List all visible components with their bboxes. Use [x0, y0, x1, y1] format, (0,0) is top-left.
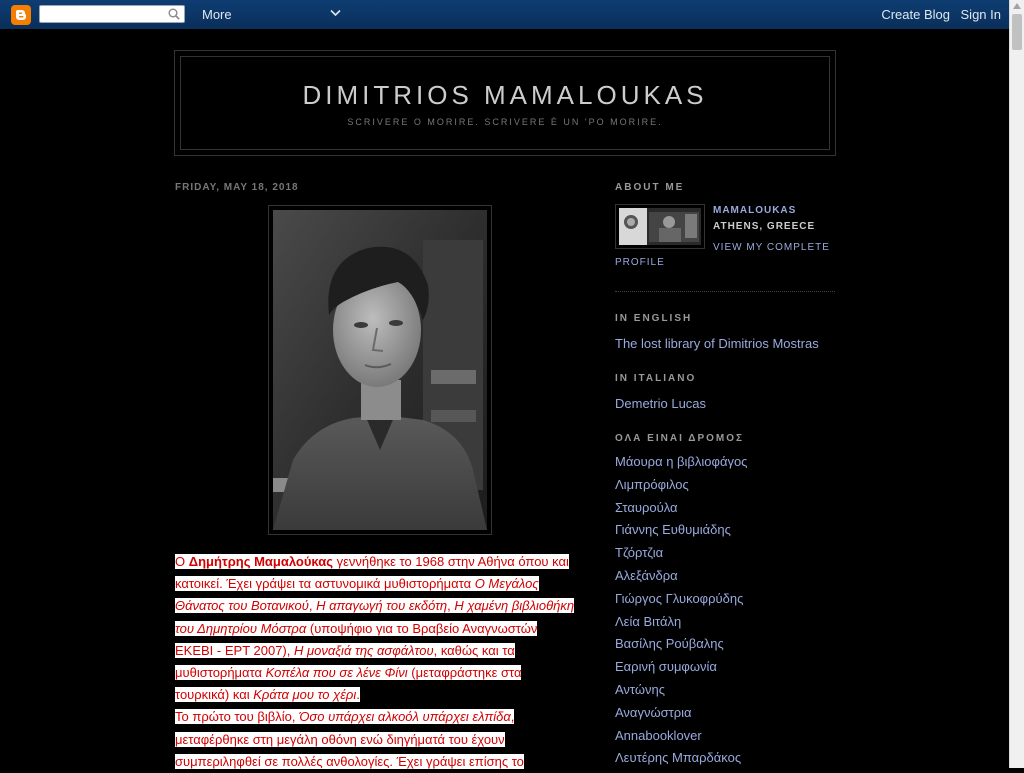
search-icon[interactable]: [168, 8, 180, 20]
sign-in-link[interactable]: Sign In: [960, 7, 1001, 22]
sidebar-link-english[interactable]: The lost library of Dimitrios Mostras: [615, 336, 819, 351]
profile-location: ATHENS, GREECE: [713, 221, 816, 232]
book-title: Κοπέλα που σε λένε Φίνι: [265, 665, 408, 681]
ola-einai-dromos-heading: ΟΛΑ ΕΙΝΑΙ ΔΡΟΜΟΣ: [615, 433, 745, 444]
blogroll-link[interactable]: Αλεξάνδρα: [615, 567, 678, 583]
post-text-highlight: [175, 709, 524, 768]
blogger-navbar: [0, 0, 1009, 29]
post-body: [175, 551, 577, 773]
book-title: Η απαγωγή του εκδότη: [316, 598, 448, 614]
book-title: Η χαμένη βιβλιοθήκη του Δημητρίου Μόστρα: [175, 598, 575, 636]
about-me-heading: ABOUT ME: [615, 182, 685, 193]
post-text: , μεταφέρθηκε στη μεγάλη οθόνη ενώ διηγήματά του έχουν συμπεριληφθεί σε πολλές ανθολογίες. Έχει γράψει επίσης το: [175, 709, 524, 769]
blogroll-link[interactable]: Βασίλης Ρούβαλης: [615, 636, 724, 652]
book-title: Κράτα μου το χέρι: [253, 687, 357, 703]
post-text: Το πρώτο του βιβλίο,: [175, 709, 300, 725]
blogroll-link[interactable]: Τζόρτζια: [615, 545, 664, 561]
post-date: FRIDAY, MAY 18, 2018: [175, 182, 299, 193]
blogroll-link[interactable]: Λευτέρης Μπαρδάκος: [615, 750, 742, 766]
vertical-scrollbar[interactable]: [1009, 0, 1024, 768]
search-input[interactable]: [44, 10, 168, 26]
view-profile-link[interactable]: VIEW MY COMPLETE PROFILE: [615, 242, 830, 268]
blogroll-link[interactable]: Annabooklover: [615, 727, 702, 743]
chevron-down-icon[interactable]: [330, 9, 341, 17]
post-text: , καθώς και τα μυθιστορήματα: [175, 642, 515, 681]
profile-name-link[interactable]: MAMALOUKAS: [713, 205, 797, 216]
blog-header-inner: [180, 56, 830, 150]
scrollbar-thumb[interactable]: [1012, 14, 1022, 50]
post-text-highlight: [175, 554, 574, 702]
post-text: ,: [308, 598, 317, 614]
post-text: Ο: [175, 554, 189, 569]
in-italiano-heading: IN ITALIANO: [615, 373, 697, 384]
post-text: γεννήθηκε το 1968 στην Αθήνα όπου και κατοικεί. Έχει γράψει τα αστυνομικά μυθιστορήματα: [175, 554, 569, 592]
book-title: Όσο υπάρχει αλκοόλ υπάρχει ελπίδα: [299, 709, 511, 725]
blogroll-link[interactable]: Εαρινή συμφωνία: [615, 659, 717, 675]
blogroll-list: [615, 453, 747, 772]
blogroll-link[interactable]: Μάουρα η βιβλιοφάγος: [615, 454, 748, 469]
post-text: ,: [447, 598, 455, 614]
search-box: [39, 5, 185, 23]
blogroll-link[interactable]: Γιώργος Γλυκοφρύδης: [615, 590, 744, 606]
post-text: (υποψήφιο για το Βραβείο Αναγνωστών ΕΚΕΒΙ - ΕΡΤ 2007),: [175, 620, 538, 658]
blogroll-link[interactable]: Λιμπρόφιλος: [615, 476, 689, 492]
book-title: Η μοναξιά της ασφάλτου: [293, 642, 434, 658]
post-text: (μεταφράστηκε στα τουρκικά) και: [175, 665, 522, 703]
blog-header: [174, 50, 836, 156]
blogroll-link[interactable]: Σταυρούλα: [615, 499, 678, 515]
create-blog-link[interactable]: Create Blog: [881, 7, 950, 22]
blogger-logo-icon[interactable]: [11, 5, 31, 25]
blog-description: SCRIVERE O MORIRE. SCRIVERE È UN 'PO MORIRE.: [347, 117, 663, 127]
author-name: Δημήτρης Μαμαλούκας: [188, 554, 333, 569]
more-menu[interactable]: More: [202, 7, 232, 22]
blogroll-link[interactable]: Γιάννης Ευθυμιάδης: [615, 522, 731, 538]
sidebar-link-italiano[interactable]: Demetrio Lucas: [615, 396, 707, 411]
book-title: Ο Μεγάλος Θάνατος του Βοτανικού: [175, 576, 539, 614]
post-text: .: [356, 687, 360, 703]
in-english-heading: IN ENGLISH: [615, 313, 693, 324]
scroll-up-arrow-icon[interactable]: [1013, 3, 1021, 9]
blogroll-link[interactable]: Λεία Βιτάλη: [615, 613, 682, 629]
author-photo[interactable]: [273, 210, 487, 530]
blogroll-link[interactable]: Αντώνης: [615, 681, 666, 697]
sidebar-divider: [615, 291, 835, 292]
blogroll-link[interactable]: Αναγνώστρια: [615, 704, 692, 720]
blog-title[interactable]: DIMITRIOS MAMALOUKAS: [302, 80, 708, 110]
post-photo-frame: [268, 205, 492, 535]
